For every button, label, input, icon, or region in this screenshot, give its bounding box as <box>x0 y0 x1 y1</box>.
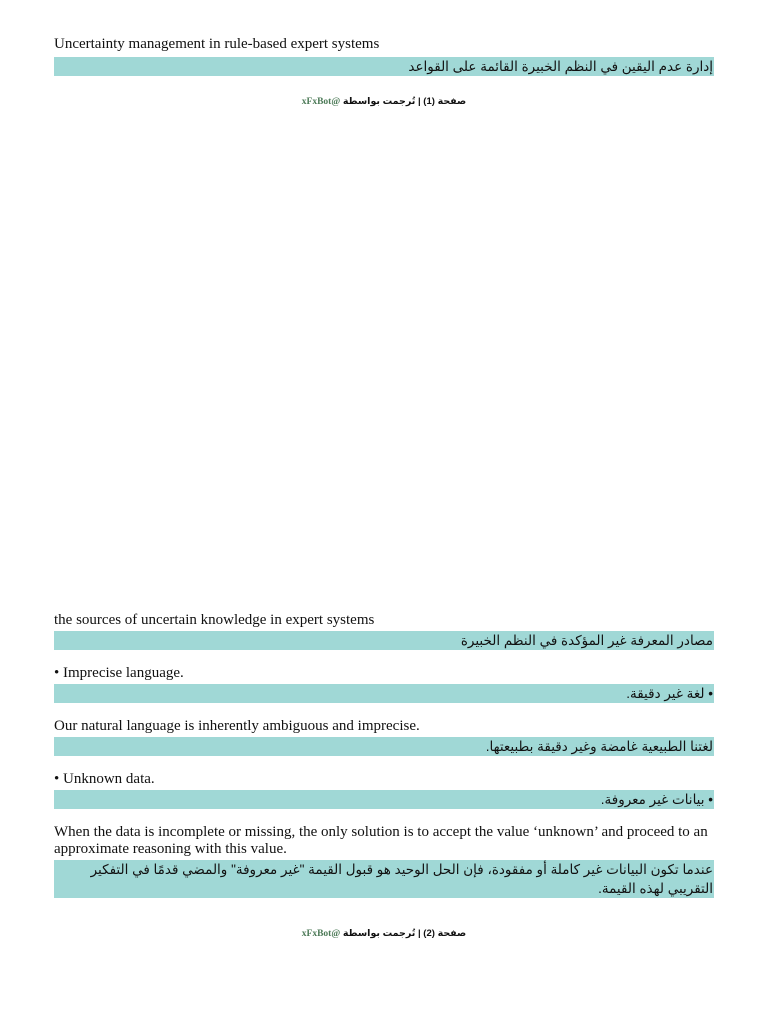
heading-arabic: مصادر المعرفة غير المؤكدة في النظم الخبيرة <box>54 631 714 650</box>
bullet-english: • Imprecise language. <box>54 665 184 681</box>
footer-handle: @xFxBot <box>301 929 341 939</box>
footer-text: صفحة (2) | تُرجمت بواسطة <box>342 928 467 939</box>
bullet-arabic: • لغة غير دقيقة. <box>54 684 714 703</box>
page-2-content <box>54 612 714 898</box>
block-sources <box>54 612 714 650</box>
block-incomplete-data <box>54 824 714 898</box>
block-natural-language <box>54 718 714 756</box>
paragraph-arabic: لغتنا الطبيعية غامضة وغير دقيقة بطبيعتها. <box>54 737 714 756</box>
page-1-footer <box>0 96 768 107</box>
bullet-arabic: • بيانات غير معروفة. <box>54 790 714 809</box>
block-unknown-data <box>54 771 714 809</box>
title-english: Uncertainty management in rule-based expert systems <box>54 36 380 52</box>
title-arabic: إدارة عدم اليقين في النظم الخبيرة القائمة على القواعد <box>54 57 714 76</box>
page-2-footer <box>0 928 768 939</box>
page-1-content <box>54 36 714 76</box>
paragraph-arabic: عندما تكون البيانات غير كاملة أو مفقودة، فإن الحل الوحيد هو قبول القيمة "غير معروفة" والمضي قدمًا في التفكير التقريبي لهذه القيمة. <box>54 860 714 898</box>
footer-handle: @xFxBot <box>301 97 341 107</box>
heading-english: the sources of uncertain knowledge in expert systems <box>54 612 375 628</box>
block-imprecise-language <box>54 665 714 703</box>
paragraph-english: When the data is incomplete or missing, the only solution is to accept the value ‘unknown’ and proceed to an approximate reasoning with this value. <box>54 824 708 857</box>
footer-text: صفحة (1) | تُرجمت بواسطة <box>342 96 467 107</box>
bullet-english: • Unknown data. <box>54 771 155 787</box>
paragraph-english: Our natural language is inherently ambiguous and imprecise. <box>54 718 420 734</box>
